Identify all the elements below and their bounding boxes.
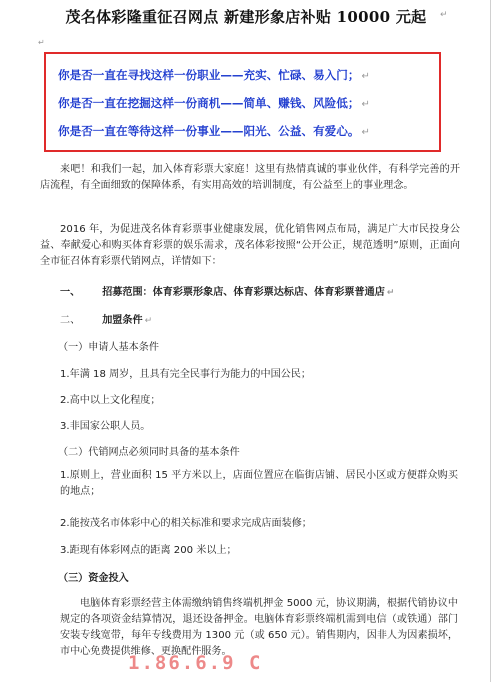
list-item: 2.能按茂名市体彩中心的相关标准和要求完成店面装修； [60, 518, 312, 529]
paragraph-mark-icon: ↵ [386, 288, 395, 298]
paragraph-mark-icon: ↵ [144, 316, 153, 326]
section-heading: 一、 招募范围：体育彩票形象店、体育彩票达标店、体育彩票普通店 ↵ [60, 287, 395, 298]
highlight-line: 你是否一直在等待这样一份事业——阳光、公益、有爱心。 ↵ [58, 124, 370, 138]
paragraph-mark-icon: ↵ [440, 10, 448, 20]
watermark-stamp: 1.86.6.9 C [128, 652, 263, 674]
subsection-heading: （三）资金投入 [58, 573, 129, 584]
list-item: 3.距现有体彩网点的距离 200 米以上； [60, 545, 237, 556]
background-paragraph: 2016 年，为促进茂名体育彩票事业健康发展，优化销售网点布局，满足广大市民投身公益、奉献爱心和购买体育彩票的娱乐需求，茂名体彩按照“公开公正，规范透明”原则，正面向全市征召体育彩票代销网点，详情如下： [40, 224, 460, 267]
list-item: 1.年满 18 周岁，且具有完全民事行为能力的中国公民； [60, 369, 311, 380]
list-item: 3.非国家公职人员。 [60, 421, 151, 432]
paragraph-mark-icon: ↵ [361, 99, 370, 110]
list-item: 2.高中以上文化程度； [60, 395, 161, 406]
list-item: 1.原则上，营业面积 15 平方米以上，店面位置应在临街店铺、居民小区或方便群众购买的地点； [60, 470, 458, 497]
paragraph-mark-icon: ↵ [361, 71, 370, 82]
funds-paragraph: 电脑体育彩票经营主体需缴纳销售终端机押金 5000 元，协议期满，根据代销协议中规定的各项资金结算情况，退还设备押金。电脑体育彩票终端机需到电信（或铁通）部门安装专线宽带，每年专线费用为 1300 元（或 650 元）。销售期内，因非人为因素损坏，市中心免费提供维修、更换配件服务。 [60, 598, 458, 657]
paragraph-mark-icon: ↵ [361, 127, 370, 138]
section-heading: 二、 加盟条件 ↵ [60, 315, 153, 326]
page-edge [490, 0, 491, 682]
document-title: 茂名体彩隆重征召网点 新建形象店补贴 10000 元起 [65, 8, 427, 26]
highlight-box [44, 52, 441, 152]
subsection-heading: （二）代销网点必须同时具备的基本条件 [58, 447, 240, 458]
highlight-line: 你是否一直在寻找这样一份职业——充实、忙碌、易入门； ↵ [58, 68, 370, 82]
subsection-heading: （一）申请人基本条件 [58, 342, 159, 353]
paragraph-mark-icon: ↵ [38, 38, 45, 47]
highlight-line: 你是否一直在挖掘这样一份商机——简单、赚钱、风险低； ↵ [58, 96, 370, 110]
intro-paragraph: 来吧！和我们一起，加入体育彩票大家庭！这里有热情真诚的事业伙伴，有科学完善的开店流程，有全面细致的保障体系，有实用高效的培训制度，有公益至上的事业理念。 [40, 164, 460, 191]
